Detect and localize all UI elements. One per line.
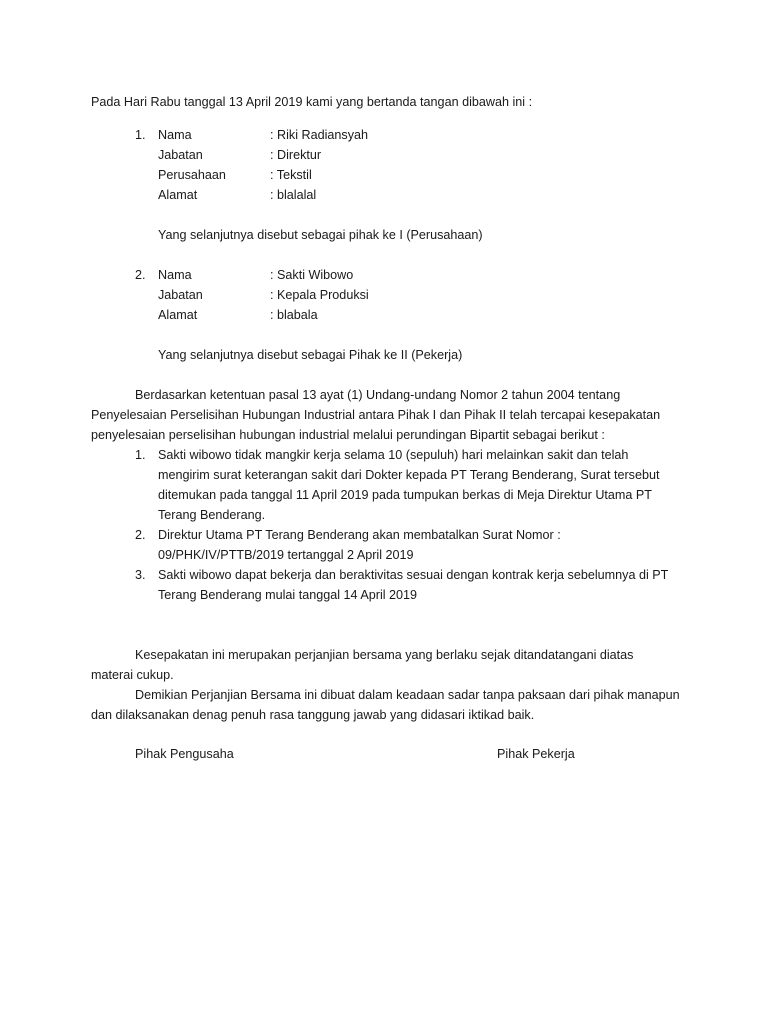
basis-line: penyelesaian perselisihan hubungan industrial melalui perundingan Bipartit sebagai berikut : [91,428,605,442]
agreement-line: 09/PHK/IV/PTTB/2019 tertanggal 2 April 2019 [158,548,414,562]
agreement-line: mengirim surat keterangan sakit dari Dokter kepada PT Terang Benderang, Surat tersebut [158,468,660,482]
party-1-number: 1. [135,128,146,142]
agreement-number: 3. [135,568,146,582]
party-2-name-label: Nama [158,268,192,282]
agreement-number: 2. [135,528,146,542]
agreement-line: Terang Benderang. [158,508,266,522]
closing-line: Demikian Perjanjian Bersama ini dibuat dalam keadaan sadar tanpa paksaan dari pihak manapun [135,688,680,702]
party-2-number: 2. [135,268,146,282]
agreement-line: Terang Benderang mulai tanggal 14 April 2019 [158,588,418,602]
party-2-address-label: Alamat [158,308,198,322]
closing-line: dan dilaksanakan denag penuh rasa tanggung jawab yang didasari iktikad baik. [91,708,535,722]
party-1-position-label: Jabatan [158,148,203,162]
party-1-name-value: : Riki Radiansyah [270,128,368,142]
signature-worker-label: Pihak Pekerja [497,747,575,761]
party-2-name-value: : Sakti Wibowo [270,268,354,282]
agreement-line: Direktur Utama PT Terang Benderang akan membatalkan Surat Nomor : [158,528,561,542]
closing-line: Kesepakatan ini merupakan perjanjian bersama yang berlaku sejak ditandatangani diatas [135,648,634,662]
party-1-note: Yang selanjutnya disebut sebagai pihak ke I (Perusahaan) [158,228,483,242]
party-2-address-value: : blabala [270,308,318,322]
agreement-line: ditemukan pada tanggal 11 April 2019 pada tumpukan berkas di Meja Direktur Utama PT [158,488,653,502]
party-2-position-label: Jabatan [158,288,203,302]
agreement-line: Sakti wibowo tidak mangkir kerja selama 10 (sepuluh) hari melainkan sakit dan telah [158,448,629,462]
intro-text: Pada Hari Rabu tanggal 13 April 2019 kami yang bertanda tangan dibawah ini : [91,95,533,109]
party-1-address-value: : blalalal [270,188,317,202]
signature-employer-label: Pihak Pengusaha [135,747,234,761]
basis-line: Penyelesaian Perselisihan Hubungan Industrial antara Pihak I dan Pihak II telah tercapai kesepakatan [91,408,661,422]
basis-line: Berdasarkan ketentuan pasal 13 ayat (1) Undang-undang Nomor 2 tahun 2004 tentang [135,388,621,402]
party-2-note: Yang selanjutnya disebut sebagai Pihak ke II (Pekerja) [158,348,463,362]
party-1-address-label: Alamat [158,188,198,202]
agreement-number: 1. [135,448,146,462]
closing-line: materai cukup. [91,668,174,682]
party-1-company-value: : Tekstil [270,168,312,182]
party-1-position-value: : Direktur [270,148,322,162]
party-2-position-value: : Kepala Produksi [270,288,369,302]
agreement-line: Sakti wibowo dapat bekerja dan beraktivitas sesuai dengan kontrak kerja sebelumnya di PT [158,568,669,582]
party-1-company-label: Perusahaan [158,168,226,182]
party-1-name-label: Nama [158,128,192,142]
